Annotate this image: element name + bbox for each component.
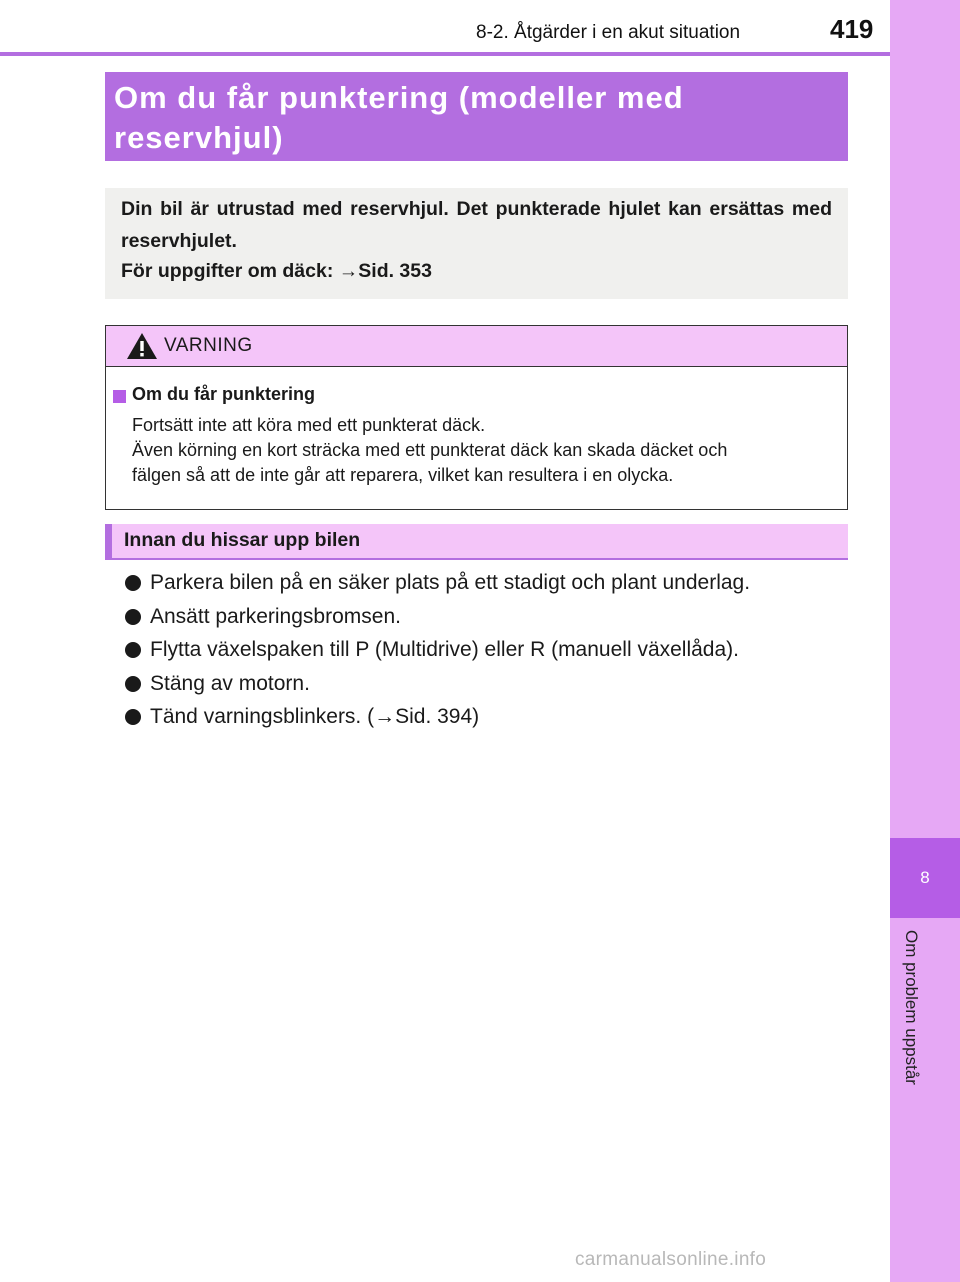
subsection-accent-bar [105,524,112,558]
warning-label: VARNING [164,335,253,356]
square-bullet-icon [113,390,126,403]
intro-reference-label: För uppgifter om däck: [121,260,339,282]
warning-line: Fortsätt inte att köra med ett punkterat däck. [132,415,486,435]
warning-triangle-icon [126,332,158,360]
arrow-icon: → [338,260,359,282]
header-divider [0,52,890,56]
intro-text: Din bil är utrustad med reservhjul. Det punkterade hjulet kan ersättas med reservhjulet. [121,198,832,252]
list-item-text: Tänd varningsblinkers. (→Sid. 394) [150,705,480,728]
list-item-text: Ansätt parkeringsbromsen. [150,604,401,628]
bullet-dot-icon [125,575,141,591]
list-item [125,667,750,701]
list-item-text: Flytta växelspaken till P (Multidrive) eller R (manuell växellåda). [150,638,739,661]
warning-header [106,326,847,367]
bullet-dot-icon [125,642,141,658]
list-item [125,566,750,600]
bullet-dot-icon [125,676,141,692]
list-item [125,633,750,667]
bullet-list [125,566,750,734]
intro-reference-page[interactable]: Sid. 353 [358,260,432,282]
side-chapter-label: Om problem uppstår [902,930,921,1085]
list-item [125,600,750,634]
subsection-header [105,524,848,560]
warning-line: fälgen så att de inte går att reparera, vilket kan resultera i en olycka. [132,465,674,485]
watermark: carmanualsonline.info [575,1249,767,1270]
page-number: 419 [830,14,874,44]
warning-text [132,413,840,488]
intro-reference [121,260,432,283]
bullet-dot-icon [125,709,141,725]
chapter-title: 8-2. Åtgärder i en akut situation [476,22,741,43]
warning-box [105,325,848,510]
subsection-title: Innan du hissar upp bilen [124,529,361,551]
section-title: Om du får punktering (modeller med reservhjul) [114,80,684,155]
list-item [125,700,750,734]
list-item-text: Stäng av motorn. [150,671,310,695]
bullet-dot-icon [125,609,141,625]
warning-line: Även körning en kort sträcka med ett punkterat däck kan skada däcket och [132,440,728,460]
list-item-text: Parkera bilen på en säker plats på ett stadigt och plant underlag. [150,571,751,594]
side-chapter-number: 8 [890,838,960,918]
warning-subheading: Om du får punktering [132,384,316,404]
